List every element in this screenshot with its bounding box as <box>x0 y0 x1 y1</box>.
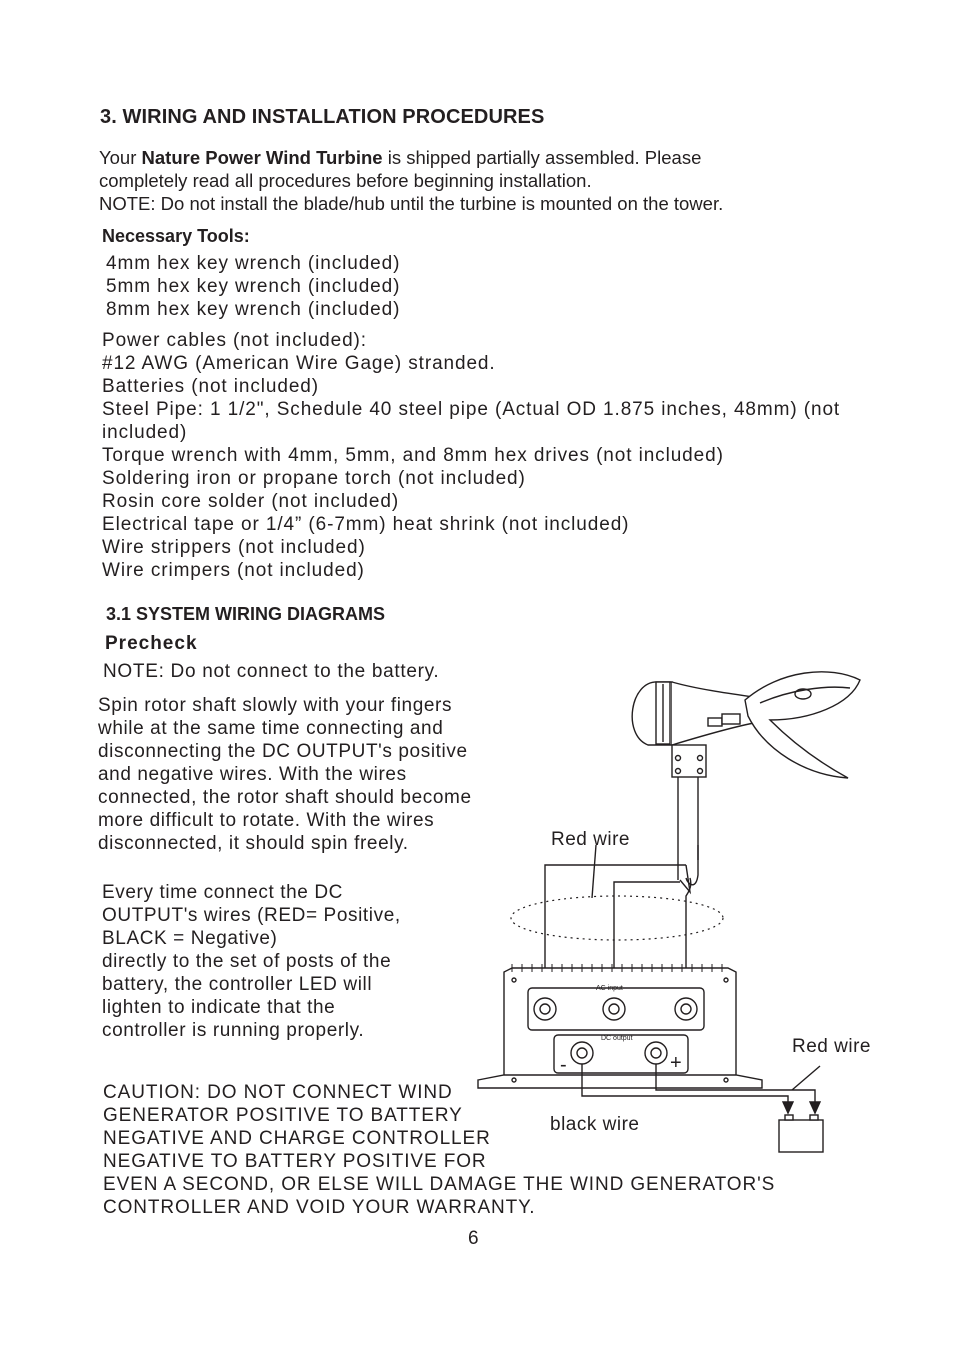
list-item: Batteries (not included) <box>102 376 319 397</box>
intro-line-1: Your Nature Power Wind Turbine is shipped partially assembled. Please <box>99 147 702 168</box>
product-name: Nature Power Wind Turbine <box>141 147 383 168</box>
intro-note: NOTE: Do not install the blade/hub until the turbine is mounted on the tower. <box>99 193 724 214</box>
page-number: 6 <box>468 1228 479 1249</box>
wire-bundle-ellipse <box>511 896 723 940</box>
dc-output-label: DC output <box>601 1035 633 1042</box>
black-wire-label: black wire <box>550 1114 640 1135</box>
list-item: Power cables (not included): <box>102 330 367 351</box>
caution-paragraph: CAUTION: DO NOT CONNECT WIND GENERATOR POSITIVE TO BATTERY NEGATIVE AND CHARGE CONTROLLER NEGATIVE TO BATTERY POSITIVE FOR EVEN A SECOND, OR ELSE WILL DAMAGE THE WIND GENERATOR'S CONTROLLER AND VOID YOUR WARRANTY. <box>103 1082 776 1218</box>
precheck-heading: Precheck <box>105 633 198 654</box>
turbine-blade <box>745 672 860 778</box>
list-item: Electrical tape or 1/4” (6-7mm) heat shrink (not included) <box>102 514 630 535</box>
intro-line-2: completely read all procedures before beginning installation. <box>99 170 592 191</box>
turbine-nacelle <box>632 682 760 745</box>
tools-heading: Necessary Tools: <box>102 226 250 246</box>
list-item: Torque wrench with 4mm, 5mm, and 8mm hex drives (not included) <box>102 445 724 466</box>
tower-pipe <box>672 745 706 892</box>
subsection-title: 3.1 SYSTEM WIRING DIAGRAMS <box>106 604 386 624</box>
list-item: Steel Pipe: 1 1/2", Schedule 40 steel pipe (Actual OD 1.875 inches, 48mm) (not included) <box>102 399 841 443</box>
list-item: 4mm hex key wrench (included) <box>106 253 401 274</box>
list-item: Rosin core solder (not included) <box>102 491 400 512</box>
section-title: 3. WIRING AND INSTALLATION PROCEDURES <box>100 106 545 128</box>
ac-input-label: AC input <box>596 985 623 992</box>
precheck-note: NOTE: Do not connect to the battery. <box>103 661 440 682</box>
other-tools-list <box>102 329 902 582</box>
red-wire-dc-label: Red wire <box>792 1036 871 1057</box>
charge-controller <box>478 964 762 1088</box>
list-item: Soldering iron or propane torch (not included) <box>102 468 526 489</box>
minus-sign: - <box>560 1054 567 1076</box>
connection-paragraph: Every time connect the DC OUTPUT's wires (RED= Positive, BLACK = Negative) directly to the set of posts of the battery, the controller LED will lighten to indicate that the controller is running properly. <box>102 882 401 1041</box>
list-item: Wire crimpers (not included) <box>102 560 365 581</box>
list-item: 5mm hex key wrench (included) <box>106 276 401 297</box>
plus-sign: + <box>670 1052 682 1074</box>
spin-paragraph: Spin rotor shaft slowly with your fingers while at the same time connecting and disconnecting the DC OUTPUT's positive and negative wires. With the wires connected, the rotor shaft should become more difficult to rotate. With the wires disconnected, it should spin freely. <box>98 695 472 854</box>
list-item: 8mm hex key wrench (included) <box>106 299 401 320</box>
list-item: #12 AWG (American Wire Gage) stranded. <box>102 353 496 374</box>
red-wire-label: Red wire <box>551 829 630 850</box>
list-item: Wire strippers (not included) <box>102 537 366 558</box>
hex-key-list <box>106 252 400 321</box>
intro-paragraph <box>99 146 723 215</box>
